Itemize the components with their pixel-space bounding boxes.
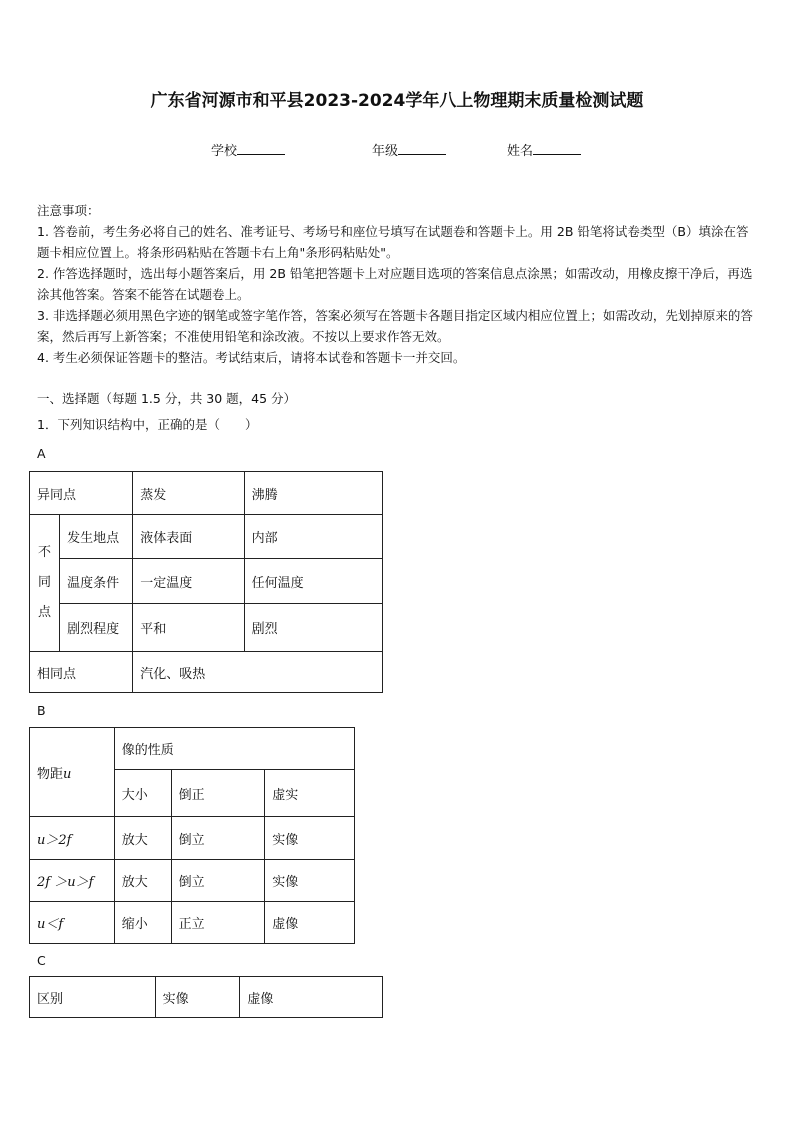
table-row xyxy=(30,559,383,604)
option-c-label: C xyxy=(37,953,46,968)
table-cell: u＞2f xyxy=(30,817,115,860)
notice-item-2: 2. 作答选择题时，选出每小题答案后，用 2B 铅笔把答题卡上对应题目选项的答案信息点涂黑；如需改动，用橡皮擦干净后，再选涂其他答案。答案不能答在试题卷上。 xyxy=(37,266,753,302)
table-cell: 剧烈 xyxy=(244,604,382,652)
table-cell: 正立 xyxy=(171,902,265,944)
table-row xyxy=(30,728,355,770)
name-field xyxy=(507,140,581,159)
table-cell: 倒立 xyxy=(171,817,265,860)
table-row xyxy=(30,817,355,860)
table-row xyxy=(30,515,383,559)
distance-label: 物距 xyxy=(37,766,64,782)
table-cell: 虚像 xyxy=(240,977,383,1018)
option-a-label: A xyxy=(37,446,46,461)
table-cell: 平和 xyxy=(133,604,244,652)
table-cell: 倒立 xyxy=(171,860,265,902)
table-cell: 剧烈程度 xyxy=(60,604,133,652)
table-row xyxy=(30,902,355,944)
table-cell: 虚像 xyxy=(265,902,355,944)
table-cell: 倒正 xyxy=(171,770,265,817)
diff-char: 点 xyxy=(38,605,52,620)
table-cell: 实像 xyxy=(265,860,355,902)
diff-label-cell xyxy=(30,515,60,652)
table-cell: 液体表面 xyxy=(133,515,244,559)
table-cell: 虚实 xyxy=(265,770,355,817)
table-cell: u＜f xyxy=(30,902,115,944)
notice-heading: 注意事项： xyxy=(37,203,100,218)
page-title: 广东省河源市和平县2023-2024学年八上物理期末质量检测试题 xyxy=(150,91,644,111)
table-row xyxy=(30,977,383,1018)
grade-blank xyxy=(398,141,446,155)
table-cell: 相同点 xyxy=(30,652,133,693)
table-row xyxy=(30,860,355,902)
school-label: 学校 xyxy=(211,144,238,159)
table-cell: 放大 xyxy=(114,860,171,902)
table-cell: 沸腾 xyxy=(244,472,382,515)
table-cell: 放大 xyxy=(114,817,171,860)
grade-label: 年级 xyxy=(372,144,399,159)
diff-char: 不 xyxy=(38,545,52,560)
table-cell: 实像 xyxy=(265,817,355,860)
section-heading: 一、选择题（每题 1.5 分，共 30 题，45 分） xyxy=(37,391,297,406)
diff-char: 同 xyxy=(38,575,52,590)
notice-block xyxy=(37,200,759,368)
table-cell: 实像 xyxy=(155,977,240,1018)
table-cell: 缩小 xyxy=(114,902,171,944)
table-cell: 温度条件 xyxy=(60,559,133,604)
table-cell: 一定温度 xyxy=(133,559,244,604)
table-cell: 异同点 xyxy=(30,472,133,515)
table-cell: 蒸发 xyxy=(133,472,244,515)
option-a-table xyxy=(29,471,383,693)
table-cell: 区别 xyxy=(30,977,156,1018)
distance-header-cell xyxy=(30,728,115,817)
table-cell: 发生地点 xyxy=(60,515,133,559)
notice-item-3: 3. 非选择题必须用黑色字迹的钢笔或签字笔作答，答案必须写在答题卡各题目指定区域内相应位置上；如需改动，先划掉原来的答案，然后再写上新答案；不准使用铅笔和涂改液。不按以上要求作答无效。 xyxy=(37,308,753,344)
table-cell: 任何温度 xyxy=(244,559,382,604)
table-row xyxy=(30,652,383,693)
notice-item-1: 1. 答卷前，考生务必将自己的姓名、准考证号、考场号和座位号填写在试题卷和答题卡上。用 2B 铅笔将试卷类型（B）填涂在答题卡相应位置上。将条形码粘贴在答题卡右上角"条形码粘贴处"。 xyxy=(37,224,749,260)
option-b-table xyxy=(29,727,355,944)
table-cell: 大小 xyxy=(114,770,171,817)
grade-field xyxy=(372,140,446,159)
school-field xyxy=(211,140,285,159)
notice-item-4: 4. 考生必须保证答题卡的整洁。考试结束后，请将本试卷和答题卡一并交回。 xyxy=(37,350,466,365)
question-1: 1．下列知识结构中，正确的是（ ） xyxy=(37,417,258,432)
table-cell: 汽化、吸热 xyxy=(133,652,383,693)
table-cell: 内部 xyxy=(244,515,382,559)
distance-var: u xyxy=(63,766,72,782)
name-blank xyxy=(533,141,581,155)
table-cell: 2f ＞u＞f xyxy=(30,860,115,902)
school-blank xyxy=(237,141,285,155)
name-label: 姓名 xyxy=(507,144,534,159)
table-row xyxy=(30,472,383,515)
option-b-label: B xyxy=(37,703,46,718)
table-row xyxy=(30,604,383,652)
table-cell: 像的性质 xyxy=(114,728,354,770)
option-c-table xyxy=(29,976,383,1018)
